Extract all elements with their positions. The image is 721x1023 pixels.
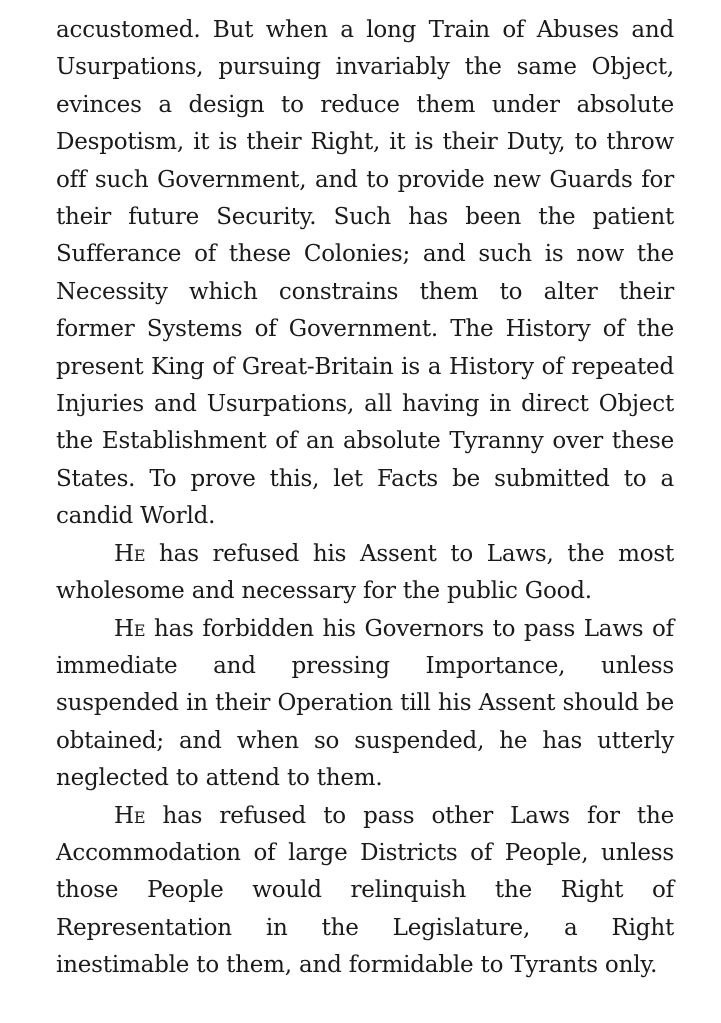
paragraph-representation [56, 798, 674, 985]
paragraph-assent-refused [56, 536, 674, 611]
paragraph-lead: He [114, 615, 146, 642]
paragraph-continuation [56, 12, 674, 536]
document-page [56, 12, 674, 985]
paragraph-text: has refused his Assent to Laws, the most wholesome and necessary for the public Good. [56, 540, 674, 605]
paragraph-text: has refused to pass other Laws for the Accommodation of large Districts of People, unless those People would relinquish the Right of Representation in the Legislature, a Right inestimable to them, and formidable to Tyrants only. [56, 802, 674, 979]
paragraph-lead: He [114, 540, 146, 567]
paragraph-text: accustomed. But when a long Train of Abuses and Usurpations, pursuing invariably the same Object, evinces a design to reduce them under absolute Despotism, it is their Right, it is their Duty, to throw off such Government, and to provide new Guards for their future Security. Such has been the patient Sufferance of these Colonies; and such is now the Necessity which constrains them to alter their former Systems of Government. The History of the present King of Great-Britain is a History of repeated Injuries and Usurpations, all having in direct Object the Establishment of an absolute Tyranny over these States. To prove this, let Facts be submitted to a candid World. [56, 17, 674, 530]
paragraph-lead: He [114, 802, 146, 829]
paragraph-text: has forbidden his Governors to pass Laws of immediate and pressing Importance, unless suspended in their Operation till his Assent should be obtained; and when so suspended, he has utterly neglected to attend to them. [56, 615, 674, 792]
paragraph-governors-forbidden [56, 611, 674, 798]
